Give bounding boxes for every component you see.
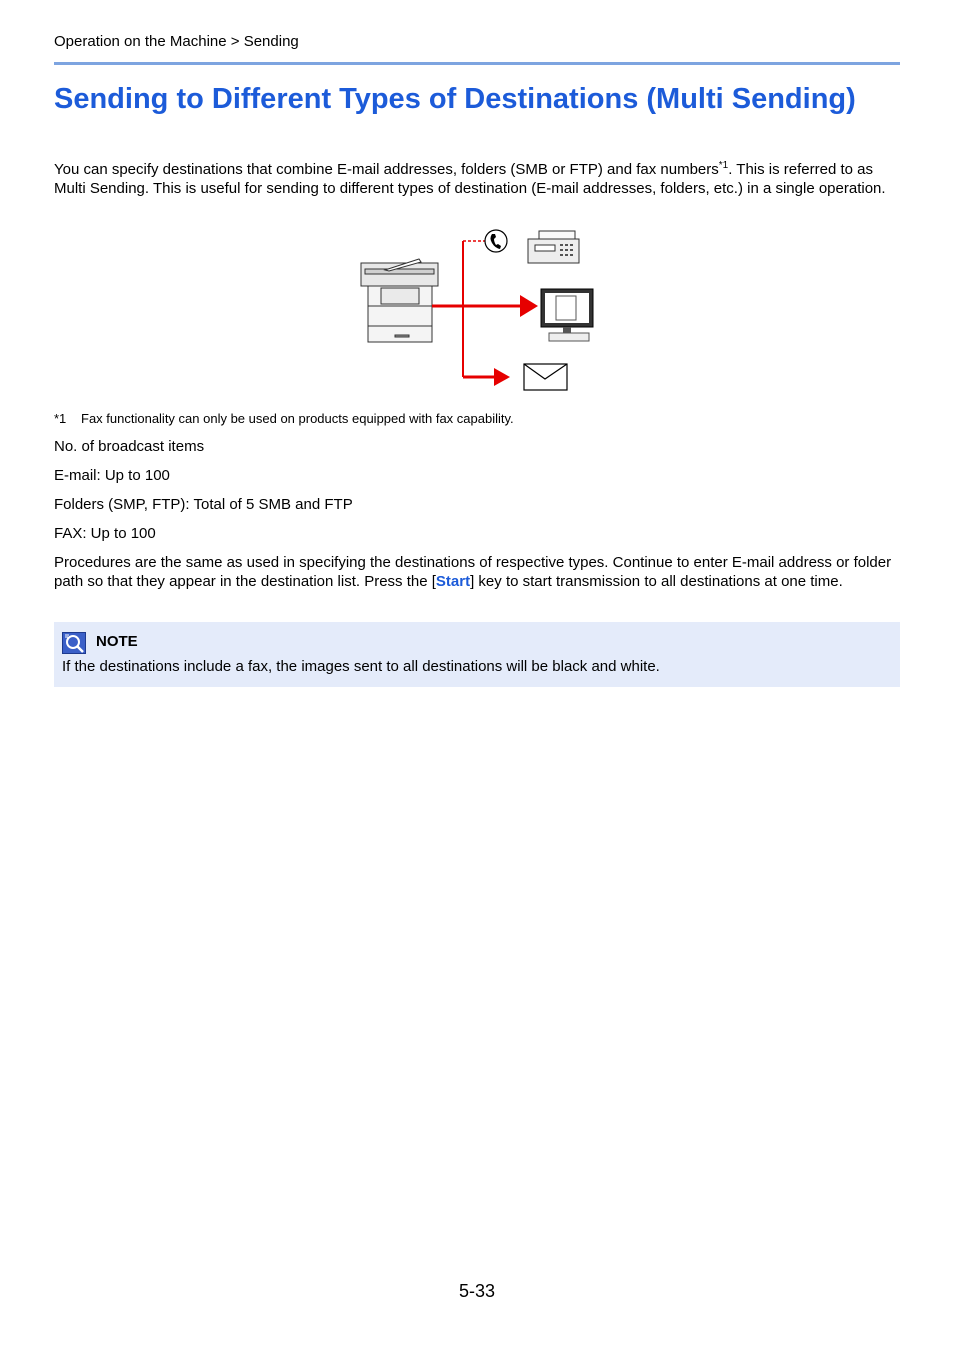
footnote-reference: *1 xyxy=(718,160,729,171)
multi-sending-diagram xyxy=(355,225,605,400)
procedures-paragraph xyxy=(54,553,900,591)
intro-text-continued: . This is referred to as Multi Sending. This is useful for sending to different types of destination (E-mail addresses, folders, etc.) in a single operation. xyxy=(54,161,886,197)
footnote-text: Fax functionality can only be used on products equipped with fax capability. xyxy=(81,411,514,426)
intro-paragraph xyxy=(54,160,900,198)
multifunction-printer-icon xyxy=(361,259,438,342)
procedures-text: Procedures are the same as used in specifying the destinations of respective types. Continue to enter E-mail address or folder path so that they appear in the destination list. Press the [ xyxy=(54,554,892,590)
page-number: 5-33 xyxy=(458,1281,496,1301)
footnote xyxy=(54,410,514,428)
start-key-label: Start xyxy=(435,573,471,590)
note-box xyxy=(54,622,900,687)
intro-text: You can specify destinations that combine E-mail addresses, folders (SMB or FTP) and fax numbers xyxy=(54,161,719,178)
note-text: If the destinations include a fax, the images sent to all destinations will be black and white. xyxy=(62,658,660,675)
broadcast-email-limit: E-mail: Up to 100 xyxy=(54,467,170,484)
envelope-icon xyxy=(524,364,567,390)
arrow-to-folder xyxy=(520,295,538,317)
broadcast-folder-limit: Folders (SMP, FTP): Total of 5 SMB and FTP xyxy=(54,496,353,513)
note-icon xyxy=(62,632,86,659)
note-label: NOTE xyxy=(96,633,138,650)
fax-machine-icon xyxy=(528,231,579,263)
page-title: Sending to Different Types of Destinations (Multi Sending) xyxy=(54,83,856,115)
broadcast-fax-limit: FAX: Up to 100 xyxy=(54,525,156,542)
route-lines xyxy=(432,241,525,377)
broadcast-heading: No. of broadcast items xyxy=(54,438,205,455)
procedures-text-continued: ] key to start transmission to all destinations at one time. xyxy=(470,573,843,590)
computer-monitor-icon xyxy=(541,289,593,341)
breadcrumb: Operation on the Machine > Sending xyxy=(54,33,299,50)
header-rule xyxy=(54,62,900,65)
arrow-to-email xyxy=(494,368,510,386)
phone-line-icon xyxy=(485,230,507,252)
footnote-mark: *1 xyxy=(54,411,67,426)
